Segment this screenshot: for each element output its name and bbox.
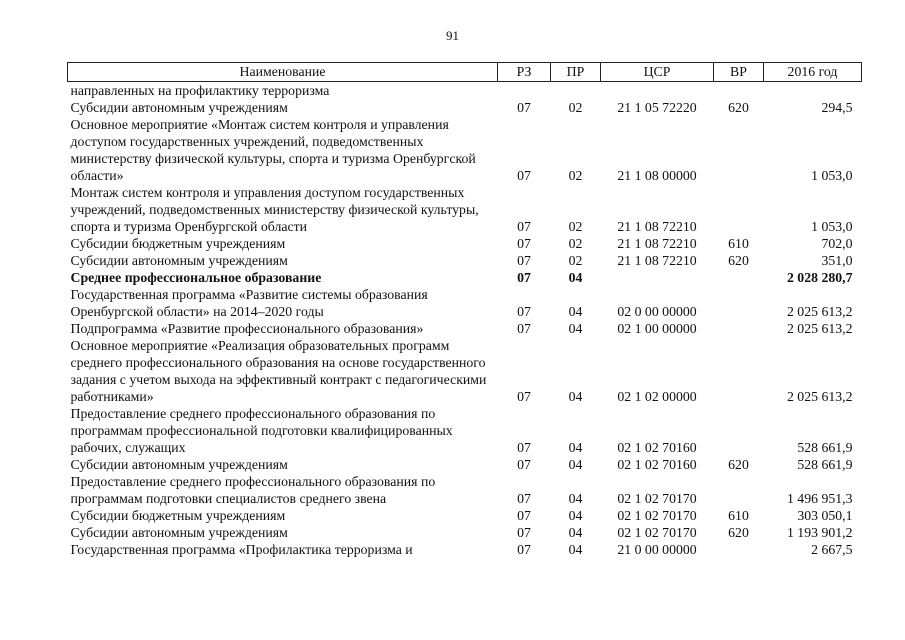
row-csr: 21 1 08 72210 bbox=[617, 219, 697, 234]
row-rz: 07 bbox=[517, 236, 531, 251]
row-amount: 2 025 613,2 bbox=[786, 304, 853, 319]
header-name: Наименование bbox=[68, 63, 498, 82]
row-vr bbox=[714, 541, 764, 558]
page-number: 91 bbox=[446, 28, 459, 43]
row-pr: 04 bbox=[568, 389, 583, 404]
row-vr bbox=[714, 184, 764, 235]
row-amount: 1 053,0 bbox=[811, 168, 853, 183]
row-csr: 21 0 00 00000 bbox=[617, 542, 697, 557]
table-row bbox=[68, 235, 862, 252]
row-csr: 02 0 00 00000 bbox=[617, 304, 697, 319]
row-amount: 2 025 613,2 bbox=[786, 321, 853, 336]
table-row bbox=[68, 286, 862, 320]
row-name: направленных на профилактику терроризма bbox=[70, 83, 330, 98]
row-pr: 04 bbox=[568, 321, 583, 336]
table-row bbox=[68, 405, 862, 456]
row-csr: 02 1 02 70170 bbox=[617, 491, 697, 506]
row-amount: 2 028 280,7 bbox=[786, 270, 853, 285]
row-name: Основное мероприятие «Реализация образовательных программ среднего профессионального образования на основе государственного задания с учетом выхода на эффективный контракт с педагогическими работниками» bbox=[70, 338, 487, 404]
table-row bbox=[68, 456, 862, 473]
row-vr bbox=[714, 473, 764, 507]
row-name: Монтаж систем контроля и управления доступом государственных учреждений, подведомственных министерству физической культуры, спорта и туризма Оренбургской области bbox=[70, 185, 479, 234]
row-pr: 02 bbox=[568, 219, 583, 234]
row-pr: 04 bbox=[568, 508, 583, 523]
row-amount bbox=[764, 82, 862, 100]
row-csr: 21 1 08 72210 bbox=[617, 253, 697, 268]
row-vr: 610 bbox=[728, 508, 749, 523]
row-csr bbox=[601, 269, 714, 286]
row-name: Субсидии бюджетным учреждениям bbox=[70, 236, 286, 251]
row-name: Предоставление среднего профессионального образования по программам подготовки специалистов среднего звена bbox=[70, 474, 436, 506]
row-csr: 02 1 02 70170 bbox=[617, 508, 697, 523]
row-csr: 21 1 08 00000 bbox=[617, 168, 697, 183]
row-rz: 07 bbox=[517, 440, 531, 455]
row-name: Субсидии бюджетным учреждениям bbox=[70, 508, 286, 523]
row-rz: 07 bbox=[517, 542, 531, 557]
row-rz: 07 bbox=[517, 270, 531, 285]
row-rz: 07 bbox=[517, 219, 531, 234]
row-vr: 620 bbox=[728, 100, 749, 115]
table-row bbox=[68, 116, 862, 184]
row-amount: 1 053,0 bbox=[811, 219, 853, 234]
row-csr: 02 1 02 70160 bbox=[617, 457, 697, 472]
row-name: Подпрограмма «Развитие профессионального образования» bbox=[70, 321, 424, 336]
table-row bbox=[68, 473, 862, 507]
row-rz bbox=[498, 82, 551, 100]
row-amount: 1 496 951,3 bbox=[786, 491, 853, 506]
table-row bbox=[68, 269, 862, 286]
row-pr: 02 bbox=[568, 168, 583, 183]
row-pr: 04 bbox=[568, 440, 583, 455]
row-csr: 21 1 08 72210 bbox=[617, 236, 697, 251]
row-amount: 702,0 bbox=[821, 236, 853, 251]
row-rz: 07 bbox=[517, 389, 531, 404]
row-vr: 620 bbox=[728, 457, 749, 472]
row-pr: 04 bbox=[568, 457, 583, 472]
row-csr: 02 1 02 00000 bbox=[617, 389, 697, 404]
row-pr: 04 bbox=[568, 491, 583, 506]
row-rz: 07 bbox=[517, 491, 531, 506]
header-rz: РЗ bbox=[498, 63, 551, 82]
row-vr bbox=[714, 269, 764, 286]
row-name: Субсидии автономным учреждениям bbox=[70, 525, 288, 540]
table-row bbox=[68, 184, 862, 235]
row-pr: 02 bbox=[568, 236, 583, 251]
header-year: 2016 год bbox=[764, 63, 862, 82]
table-row bbox=[68, 541, 862, 558]
row-pr bbox=[551, 82, 601, 100]
row-amount: 528 661,9 bbox=[797, 440, 853, 455]
table-header-row bbox=[68, 63, 862, 82]
row-name: Государственная программа «Развитие системы образования Оренбургской области» на 2014–2020 годы bbox=[70, 287, 428, 319]
row-amount: 2 667,5 bbox=[811, 542, 853, 557]
row-csr: 02 1 02 70160 bbox=[617, 440, 697, 455]
row-amount: 528 661,9 bbox=[797, 457, 853, 472]
row-rz: 07 bbox=[517, 508, 531, 523]
header-csr: ЦСР bbox=[601, 63, 714, 82]
row-csr: 21 1 05 72220 bbox=[617, 100, 697, 115]
row-rz: 07 bbox=[517, 168, 531, 183]
row-vr: 610 bbox=[728, 236, 749, 251]
table-row bbox=[68, 524, 862, 541]
row-rz: 07 bbox=[517, 525, 531, 540]
row-pr: 04 bbox=[568, 525, 583, 540]
row-vr bbox=[714, 337, 764, 405]
row-csr: 02 1 00 00000 bbox=[617, 321, 697, 336]
row-amount: 294,5 bbox=[821, 100, 853, 115]
header-pr: ПР bbox=[551, 63, 601, 82]
row-pr: 04 bbox=[568, 270, 583, 285]
row-name: Субсидии автономным учреждениям bbox=[70, 457, 288, 472]
table-row bbox=[68, 99, 862, 116]
table-row bbox=[68, 252, 862, 269]
row-pr: 02 bbox=[568, 100, 583, 115]
budget-table bbox=[67, 62, 862, 558]
row-name: Предоставление среднего профессионального образования по программам профессиональной подготовки квалифицированных рабочих, служащих bbox=[70, 406, 453, 455]
row-vr bbox=[714, 116, 764, 184]
row-amount: 351,0 bbox=[821, 253, 853, 268]
row-pr: 04 bbox=[568, 304, 583, 319]
table-row bbox=[68, 82, 862, 100]
row-name: Субсидии автономным учреждениям bbox=[70, 253, 288, 268]
row-pr: 02 bbox=[568, 253, 583, 268]
row-rz: 07 bbox=[517, 100, 531, 115]
row-amount: 2 025 613,2 bbox=[786, 389, 853, 404]
header-vr: ВР bbox=[714, 63, 764, 82]
table-row bbox=[68, 507, 862, 524]
row-rz: 07 bbox=[517, 304, 531, 319]
row-vr: 620 bbox=[728, 525, 749, 540]
table-row bbox=[68, 320, 862, 337]
row-name: Основное мероприятие «Монтаж систем контроля и управления доступом государственных учреждений, подведомственных министерству физической культуры, спорта и туризма Оренбургской области» bbox=[70, 117, 476, 183]
row-vr: 620 bbox=[728, 253, 749, 268]
row-csr: 02 1 02 70170 bbox=[617, 525, 697, 540]
row-vr bbox=[714, 405, 764, 456]
row-vr bbox=[714, 320, 764, 337]
row-rz: 07 bbox=[517, 253, 531, 268]
table-row bbox=[68, 337, 862, 405]
row-rz: 07 bbox=[517, 321, 531, 336]
row-amount: 1 193 901,2 bbox=[786, 525, 853, 540]
row-pr: 04 bbox=[568, 542, 583, 557]
row-csr bbox=[601, 82, 714, 100]
row-vr bbox=[714, 82, 764, 100]
row-name: Субсидии автономным учреждениям bbox=[70, 100, 288, 115]
row-amount: 303 050,1 bbox=[797, 508, 853, 523]
row-vr bbox=[714, 286, 764, 320]
row-rz: 07 bbox=[517, 457, 531, 472]
row-name: Государственная программа «Профилактика терроризма и bbox=[70, 542, 413, 557]
row-name: Среднее профессиональное образование bbox=[70, 270, 322, 285]
